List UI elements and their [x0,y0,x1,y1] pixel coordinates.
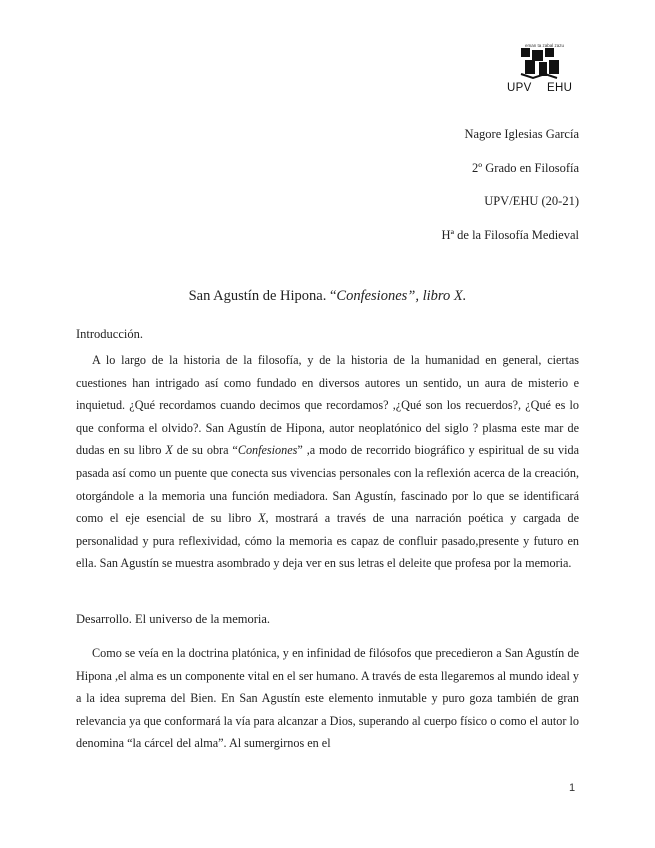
institution: UPV/EHU (20-21) [484,194,579,208]
course-name: Hª de la Filosofía Medieval [441,227,579,242]
logo-label-upv: UPV [507,82,532,94]
intro-text-4: , mostrará a través de una narración poética y cargada de personalidad y pura reflexividad, cómo la memoria es capaz de confluir pasado,presente y futuro en ella. San Agustín se muestra asombrado y deja ver en sus letras el deleite que profesa por la memoria. [76,511,579,571]
logo-label-ehu: EHU [547,82,573,94]
logo-caption: eman ta zabal zazu [525,43,565,48]
intro-text-2: de su obra “ [172,443,238,458]
intro-italic-1: X [165,443,173,458]
intro-italic-2: Confesiones [237,443,298,458]
intro-text-1: A lo largo de la historia de la filosofía, y de la historia de la humanidad en general, ciertas cuestiones han intrigado así como fundado en diversos autores un sentido, un aura de misterio e inquietud. ¿Qué recordamos cuando decimos que recordamos? ,¿Qué son los recuerdos?, ¿Qué es lo que conforma el olvido?. San Agustín de Hipona, autor neoplatónico del siglo ? plasma este mar de dudas en su libro [76,353,579,458]
development-heading: Desarrollo. El universo de la memoria. [76,612,271,626]
document-title [0,288,655,305]
intro-paragraph [76,349,579,575]
upv-ehu-emblem-icon [503,38,581,82]
author-info [442,118,579,252]
intro-text-3: ” ,a modo de recorrido biográfico y espiritual de su vida pasada así como un puente que conecta sus vivencias personales con la reflexión acerca de la creación, otorgándole a la memoria una función mediadora. San Agustín, fascinado por lo que se identificará como el eje esencial de su libro [76,443,579,526]
development-paragraph: Como se veía en la doctrina platónica, y en infinidad de filósofos que precedieron a San Agustín de Hipona ,el alma es un componente vital en el ser humano. A través de esta llegaremos al mundo ideal y a la idea suprema del Bien. En San Agustín este elemento inmutable y puro goza también de gran relevancia ya que conformará la vía para alcanzar a Dios, superando al cuerpo físico o como el autor lo denomina “la cárcel del alma”. Al sumergirnos en el [76,646,579,751]
page-number: 1 [569,782,576,794]
intro-italic-3: X [258,511,266,526]
author-name: Nagore Iglesias García [464,127,579,141]
title-prefix: San Agustín de Hipona. “ [188,288,337,304]
degree-program: 2º Grado en Filosofía [472,160,579,175]
title-italic: Confesiones”, libro X. [336,288,467,304]
intro-heading: Introducción. [76,327,143,341]
university-logo [503,38,581,104]
